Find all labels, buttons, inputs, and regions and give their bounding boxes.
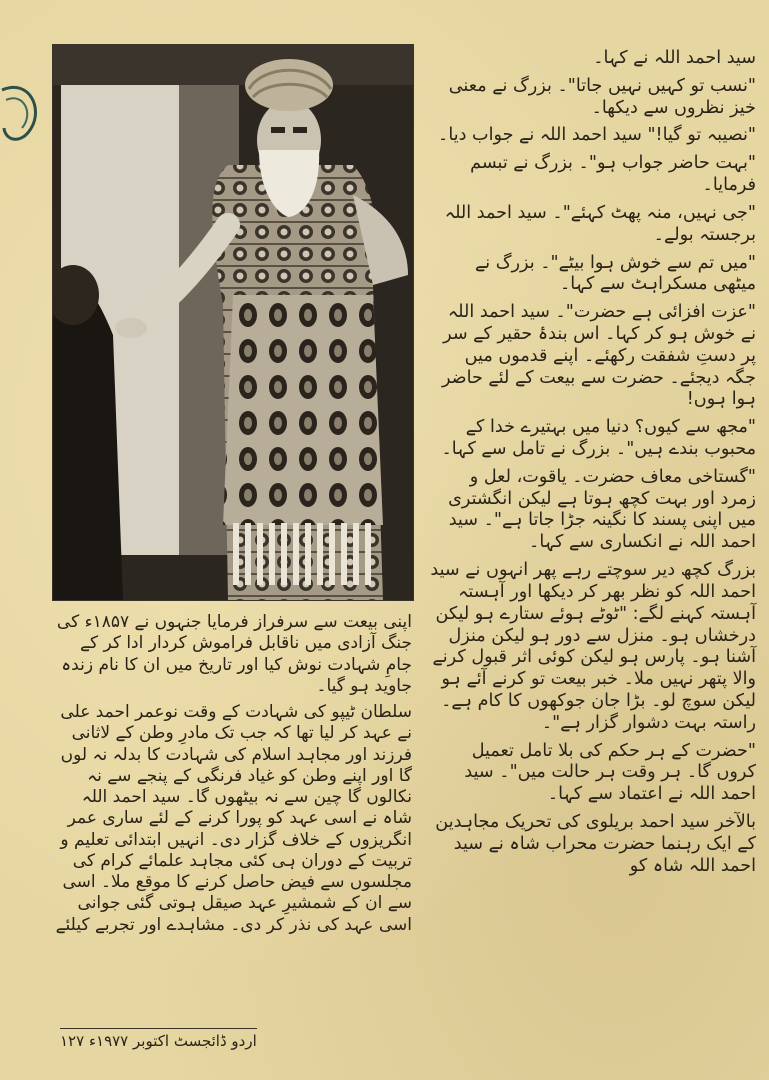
publication-name: اردو ڈائجسٹ [173,1032,257,1050]
paragraph: "نصیبہ تو گیا!" سید احمد اللہ نے جواب دیا۔ [438,125,756,146]
paragraph: اپنی بیعت سے سرفراز فرمایا جنہوں نے ۱۸۵۷ء کی جنگ آزادی میں ناقابل فراموش کردار ادا کر کے جامِ شہادت نوش کیا اور تاریخ میں ان کا نام زندہ جاوید ہو گیا۔ [56,612,412,696]
paragraph: "میں تم سے خوش ہوا بیٹے"۔ بزرگ نے میٹھی مسکراہٹ سے کہا۔ [474,252,756,295]
footer-line [60,1028,257,1050]
paragraph: بزرگ کچھ دیر سوچتے رہے پھر انہوں نے سید احمد اللہ کو نظر بھر کر دیکھا اور آہستہ آہستہ کہنے لگے: "ٹوٹے ہوئے ستارے ہو لیکن درخشاں ہو۔ منزل سے دور ہو لیکن منزل آشنا ہو۔ پارس ہو لیکن کوئی اثر قبول کرنے والا پتھر نہیں ملا۔ خبر بیعت تو کرنے آئے ہو لیکن سوچ لو۔ بڑا جان جوکھوں کا کام ہے۔ راستہ بہت دشوار گزار ہے"۔ [430,560,756,733]
article-photo [52,44,414,601]
paragraph: "گستاخی معاف حضرت۔ یاقوت، لعل و زمرد اور بہت کچھ ہوتا ہے لیکن انگشتری میں اپنی پسند کا نگینہ جڑا جاتا ہے"۔ سید احمد اللہ نے انکساری سے کہا۔ [448,466,756,553]
paragraph: "حضرت کے ہر حکم کی بلا تامل تعمیل کروں گا۔ ہر وقت ہر حالت میں"۔ سید احمد اللہ نے اعتماد سے کہا۔ [464,740,756,805]
paragraph: "بہت حاضر جواب ہو"۔ بزرگ نے تبسم فرمایا۔ [470,153,756,196]
page-number: ۱۲۷ [60,1032,85,1050]
paragraph: "مجھ سے کیوں؟ دنیا میں بہتیرے خدا کے محبوب بندے ہیں"۔ بزرگ نے تامل سے کہا۔ [441,417,756,459]
left-text-column [52,612,412,1022]
right-text-column [430,48,756,1048]
paragraph: سلطان ٹیپو کی شہادت کے وقت نوعمر احمد علی نے عہد کر لیا تھا کہ جب تک مادرِ وطن کے لاثانی فرزند اور مجاہد اسلام کی شہادت کا بدلہ نہ لوں گا اور اپنے وطن کو غیاد فرنگی کے پنجے سے نہ نکالوں گا چین سے نہ بیٹھوں گا۔ سید احمد اللہ شاہ نے اسی عہد کو پورا کرنے کے لئے ساری عمر انگریزوں کے خلاف گزار دی۔ انہیں ابتدائی تعلیم و تربیت کے دوران ہی کئی مجاہد علمائے کرام کی مجلسوں سے فیض حاصل کرنے کا موقع ملا۔ اسی سے ان کے شمشیرِ عہد صیقل ہوتی گئی جوانی اسی عہد کی نذر کر دی۔ مشاہدے اور تجربے کیلئے [55,702,412,935]
paragraph: "جی نہیں، منہ پھٹ کہئے"۔ سید احمد اللہ برجستہ بولے۔ [444,202,756,245]
binding-thread-mark [0,70,46,160]
paragraph: سید احمد اللہ نے کہا۔ [593,48,756,68]
elderly-man-photo-illustration [53,45,413,600]
issue-date: اکتوبر ۱۹۷۷ء [88,1032,170,1050]
paragraph: "عزت افزائی ہے حضرت"۔ سید احمد اللہ نے خوش ہو کر کہا۔ اس بندۂ حقیر کے سر پر دستِ شفقت رکھئے۔ اپنے قدموں میں جگہ دیجئے۔ حضرت سے بیعت کے لئے حاضر ہوا ہوں! [441,302,756,410]
page-footer [60,1028,390,1056]
paragraph: "نسب تو کہیں نہیں جاتا"۔ بزرگ نے معنی خیز نظروں سے دیکھا۔ [448,75,756,118]
paragraph: بالآخر سید احمد بریلوی کی تحریک مجاہدین کے ایک رہنما حضرت محراب شاہ نے سید احمد اللہ شاہ کو [435,812,756,876]
